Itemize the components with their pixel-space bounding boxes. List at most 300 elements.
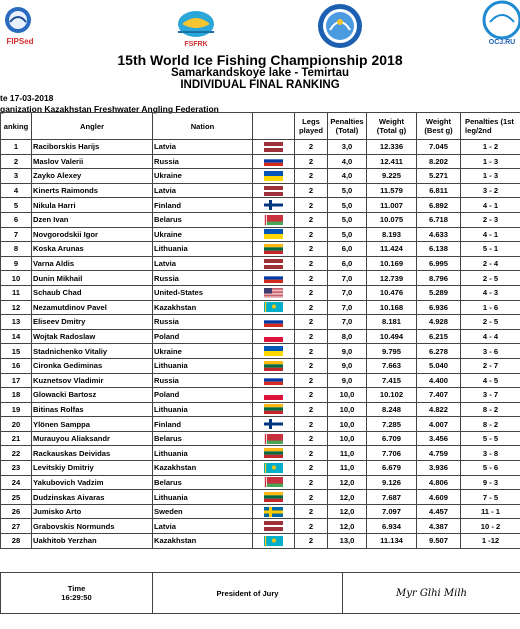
- nation-cell: Ukraine: [153, 169, 253, 184]
- weight-total-cell: 7.285: [367, 417, 417, 432]
- table-row: [1, 271, 520, 286]
- angler-cell: Raciborskis Harijs: [32, 140, 153, 155]
- penalties-cell: 10,0: [328, 388, 367, 403]
- rank-cell: 12: [1, 300, 32, 315]
- angler-cell: Grabovskis Normunds: [32, 519, 153, 534]
- penalties-split-cell: 5 - 6: [461, 461, 520, 476]
- legs-cell: 2: [295, 504, 328, 519]
- table-row: [1, 519, 520, 534]
- weight-best-cell: 4.609: [417, 490, 461, 505]
- angler-cell: Jumisko Arto: [32, 504, 153, 519]
- legs-cell: 2: [295, 315, 328, 330]
- table-row: [1, 534, 520, 549]
- table-row: [1, 169, 520, 184]
- angler-cell: Cironka Gediminas: [32, 358, 153, 373]
- fipsed-logo: [0, 4, 40, 48]
- penalties-split-cell: 2 - 5: [461, 315, 520, 330]
- nation-cell: Latvia: [153, 183, 253, 198]
- legs-cell: 2: [295, 212, 328, 227]
- table-row: [1, 256, 520, 271]
- rank-cell: 16: [1, 358, 32, 373]
- col-nation: Nation: [153, 113, 253, 140]
- weight-best-cell: 3.936: [417, 461, 461, 476]
- flag-cell: [253, 504, 295, 519]
- weight-best-cell: 4.759: [417, 446, 461, 461]
- time-value: 16:29:50: [61, 593, 92, 602]
- weight-total-cell: 9.126: [367, 475, 417, 490]
- nation-cell: Belarus: [153, 212, 253, 227]
- weight-total-cell: 6.709: [367, 431, 417, 446]
- weight-best-cell: 4.400: [417, 373, 461, 388]
- weight-total-cell: 11.579: [367, 183, 417, 198]
- angler-cell: Murauyou Aliaksandr: [32, 431, 153, 446]
- rank-cell: 8: [1, 242, 32, 257]
- fipsed-logo-text: FIPSed: [6, 37, 34, 46]
- penalties-split-cell: 4 - 1: [461, 198, 520, 213]
- angler-cell: Kinerts Raimonds: [32, 183, 153, 198]
- penalties-split-cell: 2 - 5: [461, 271, 520, 286]
- weight-total-cell: 12.739: [367, 271, 417, 286]
- flag-cell: [253, 446, 295, 461]
- table-row: [1, 504, 520, 519]
- penalties-split-cell: 4 - 3: [461, 285, 520, 300]
- flag-cell: [253, 461, 295, 476]
- weight-total-cell: 12.336: [367, 140, 417, 155]
- penalties-cell: 13,0: [328, 534, 367, 549]
- penalties-split-cell: 5 - 1: [461, 242, 520, 257]
- nation-cell: Russia: [153, 373, 253, 388]
- table-row: [1, 329, 520, 344]
- signature-cell: [343, 573, 520, 614]
- weight-best-cell: 6.892: [417, 198, 461, 213]
- legs-cell: 2: [295, 534, 328, 549]
- penalties-split-cell: 1 -12: [461, 534, 520, 549]
- legs-cell: 2: [295, 256, 328, 271]
- rank-cell: 23: [1, 461, 32, 476]
- time-cell: [1, 573, 153, 614]
- angler-cell: Uakhitob Yerzhan: [32, 534, 153, 549]
- rank-cell: 10: [1, 271, 32, 286]
- penalties-split-cell: 2 - 3: [461, 212, 520, 227]
- penalties-split-cell: 11 - 1: [461, 504, 520, 519]
- rank-cell: 1: [1, 140, 32, 155]
- penalties-split-cell: 3 - 7: [461, 388, 520, 403]
- penalties-cell: 5,0: [328, 212, 367, 227]
- president-label: President of Jury: [153, 573, 343, 614]
- legs-cell: 2: [295, 198, 328, 213]
- nation-cell: Lithuania: [153, 446, 253, 461]
- nation-cell: Sweden: [153, 504, 253, 519]
- table-row: [1, 475, 520, 490]
- angler-cell: Dudzinskas Aivaras: [32, 490, 153, 505]
- legs-cell: 2: [295, 169, 328, 184]
- angler-cell: Novgorodskii Igor: [32, 227, 153, 242]
- table-row: [1, 315, 520, 330]
- flag-cell: [253, 358, 295, 373]
- weight-total-cell: 10.169: [367, 256, 417, 271]
- nation-cell: Lithuania: [153, 358, 253, 373]
- nation-cell: Poland: [153, 388, 253, 403]
- angler-cell: Rackauskas Deividas: [32, 446, 153, 461]
- weight-total-cell: 7.663: [367, 358, 417, 373]
- flag-cell: [253, 329, 295, 344]
- penalties-split-cell: 3 - 6: [461, 344, 520, 359]
- table-row: [1, 154, 520, 169]
- latvia-flag-icon: [264, 142, 283, 152]
- penalties-cell: 7,0: [328, 315, 367, 330]
- weight-total-cell: 8.193: [367, 227, 417, 242]
- weight-total-cell: 10.494: [367, 329, 417, 344]
- col-rank: anking: [1, 113, 32, 140]
- belarus-flag-icon: [264, 477, 283, 487]
- ukraine-flag-icon: [264, 346, 283, 356]
- angler-cell: Wojtak Radoslaw: [32, 329, 153, 344]
- nation-cell: Kazakhstan: [153, 534, 253, 549]
- nation-cell: Poland: [153, 329, 253, 344]
- rank-cell: 24: [1, 475, 32, 490]
- weight-total-cell: 6.934: [367, 519, 417, 534]
- rank-cell: 9: [1, 256, 32, 271]
- penalties-split-cell: 3 - 8: [461, 446, 520, 461]
- ranking-table: [0, 112, 520, 549]
- weight-best-cell: 4.387: [417, 519, 461, 534]
- weight-total-cell: 10.102: [367, 388, 417, 403]
- angler-cell: Schaub Chad: [32, 285, 153, 300]
- angler-cell: Nikula Harri: [32, 198, 153, 213]
- legs-cell: 2: [295, 461, 328, 476]
- table-row: [1, 358, 520, 373]
- legs-cell: 2: [295, 154, 328, 169]
- table-row: [1, 183, 520, 198]
- table-row: [1, 431, 520, 446]
- flag-cell: [253, 475, 295, 490]
- angler-cell: Ylönen Samppa: [32, 417, 153, 432]
- col-flag: [253, 113, 295, 140]
- penalties-split-cell: 5 - 5: [461, 431, 520, 446]
- table-row: [1, 300, 520, 315]
- penalties-cell: 10,0: [328, 402, 367, 417]
- flag-cell: [253, 315, 295, 330]
- table-row: [1, 388, 520, 403]
- flag-cell: [253, 490, 295, 505]
- finland-flag-icon: [264, 200, 283, 210]
- penalties-split-cell: 4 - 1: [461, 227, 520, 242]
- weight-best-cell: 4.007: [417, 417, 461, 432]
- weight-total-cell: 7.687: [367, 490, 417, 505]
- nation-cell: Finland: [153, 198, 253, 213]
- signature: Myr Glhi Milh: [396, 587, 467, 599]
- weight-best-cell: 5.271: [417, 169, 461, 184]
- flag-cell: [253, 227, 295, 242]
- flag-cell: [253, 431, 295, 446]
- penalties-cell: 7,0: [328, 271, 367, 286]
- rank-cell: 28: [1, 534, 32, 549]
- legs-cell: 2: [295, 183, 328, 198]
- lithuania-flag-icon: [264, 492, 283, 502]
- organization-line: ganization Kazakhstan Freshwater Angling Federation: [0, 104, 219, 114]
- penalties-split-cell: 10 - 2: [461, 519, 520, 534]
- legs-cell: 2: [295, 285, 328, 300]
- poland-flag-icon: [264, 332, 283, 342]
- legs-cell: 2: [295, 519, 328, 534]
- flag-cell: [253, 417, 295, 432]
- flag-cell: [253, 271, 295, 286]
- angler-cell: Koska Arunas: [32, 242, 153, 257]
- angler-cell: Bitinas Rolfas: [32, 402, 153, 417]
- weight-best-cell: 6.138: [417, 242, 461, 257]
- flag-cell: [253, 388, 295, 403]
- penalties-split-cell: 1 - 2: [461, 140, 520, 155]
- nation-cell: Russia: [153, 154, 253, 169]
- legs-cell: 2: [295, 475, 328, 490]
- angler-cell: Kuznetsov Vladimir: [32, 373, 153, 388]
- table-row: [1, 373, 520, 388]
- rank-cell: 22: [1, 446, 32, 461]
- angler-cell: Levitskiy Dmitriy: [32, 461, 153, 476]
- legs-cell: 2: [295, 227, 328, 242]
- penalties-split-cell: 2 - 4: [461, 256, 520, 271]
- col-weight-total: Weight (Total g): [367, 113, 417, 140]
- legs-cell: 2: [295, 358, 328, 373]
- flag-cell: [253, 534, 295, 549]
- rank-cell: 21: [1, 431, 32, 446]
- russia-flag-icon: [264, 273, 283, 283]
- flag-cell: [253, 169, 295, 184]
- penalties-split-cell: 8 - 2: [461, 402, 520, 417]
- penalties-split-cell: 9 - 3: [461, 475, 520, 490]
- ocl-logo: [480, 0, 520, 48]
- weight-best-cell: 5.289: [417, 285, 461, 300]
- flag-cell: [253, 154, 295, 169]
- nation-cell: Russia: [153, 271, 253, 286]
- table-header-row: [1, 113, 520, 140]
- kazakhstan-flag-icon: [264, 536, 283, 546]
- penalties-cell: 10,0: [328, 417, 367, 432]
- penalties-split-cell: 8 - 2: [461, 417, 520, 432]
- table-row: [1, 212, 520, 227]
- nation-cell: Russia: [153, 315, 253, 330]
- venue-subtitle: Samarkandskoye lake - Temirtau: [170, 67, 350, 79]
- penalties-split-cell: 4 - 5: [461, 373, 520, 388]
- table-row: [1, 490, 520, 505]
- penalties-cell: 12,0: [328, 519, 367, 534]
- flag-cell: [253, 198, 295, 213]
- weight-total-cell: 11.134: [367, 534, 417, 549]
- penalties-cell: 12,0: [328, 475, 367, 490]
- col-penalties-split: Penalties (1st leg/2nd: [461, 113, 520, 140]
- legs-cell: 2: [295, 271, 328, 286]
- angler-cell: Varna Aldis: [32, 256, 153, 271]
- angler-cell: Yakubovich Vadzim: [32, 475, 153, 490]
- table-row: [1, 344, 520, 359]
- weight-total-cell: 7.706: [367, 446, 417, 461]
- penalties-cell: 8,0: [328, 329, 367, 344]
- weight-total-cell: 9.225: [367, 169, 417, 184]
- weight-best-cell: 6.215: [417, 329, 461, 344]
- penalties-split-cell: 3 - 2: [461, 183, 520, 198]
- weight-best-cell: 6.995: [417, 256, 461, 271]
- table-row: [1, 446, 520, 461]
- weight-best-cell: 6.811: [417, 183, 461, 198]
- penalties-split-cell: 1 - 6: [461, 300, 520, 315]
- weight-total-cell: 6.679: [367, 461, 417, 476]
- table-row: [1, 242, 520, 257]
- poland-flag-icon: [264, 390, 283, 400]
- penalties-cell: 7,0: [328, 285, 367, 300]
- col-penalties: Penalties (Total): [328, 113, 367, 140]
- legs-cell: 2: [295, 388, 328, 403]
- penalties-cell: 7,0: [328, 300, 367, 315]
- table-row: [1, 140, 520, 155]
- nation-cell: Belarus: [153, 475, 253, 490]
- legs-cell: 2: [295, 417, 328, 432]
- weight-total-cell: 9.795: [367, 344, 417, 359]
- flag-cell: [253, 242, 295, 257]
- penalties-cell: 12,0: [328, 504, 367, 519]
- rank-cell: 11: [1, 285, 32, 300]
- rank-cell: 13: [1, 315, 32, 330]
- nation-cell: Latvia: [153, 519, 253, 534]
- championship-logo: [316, 2, 364, 50]
- flag-cell: [253, 402, 295, 417]
- nation-cell: Latvia: [153, 140, 253, 155]
- weight-best-cell: 8.796: [417, 271, 461, 286]
- penalties-cell: 4,0: [328, 154, 367, 169]
- flag-cell: [253, 140, 295, 155]
- lithuania-flag-icon: [264, 404, 283, 414]
- time-label: Time: [67, 584, 86, 593]
- rank-cell: 25: [1, 490, 32, 505]
- angler-cell: Glowacki Bartosz: [32, 388, 153, 403]
- rank-cell: 4: [1, 183, 32, 198]
- penalties-cell: 12,0: [328, 490, 367, 505]
- weight-total-cell: 10.168: [367, 300, 417, 315]
- ranking-subtitle: INDIVIDUAL FINAL RANKING: [180, 79, 340, 91]
- kazakhstan-flag-icon: [264, 302, 283, 312]
- russia-flag-icon: [264, 375, 283, 385]
- table-row: [1, 227, 520, 242]
- legs-cell: 2: [295, 373, 328, 388]
- weight-best-cell: 4.806: [417, 475, 461, 490]
- weight-best-cell: 4.457: [417, 504, 461, 519]
- rank-cell: 20: [1, 417, 32, 432]
- legs-cell: 2: [295, 344, 328, 359]
- latvia-flag-icon: [264, 521, 283, 531]
- rank-cell: 14: [1, 329, 32, 344]
- weight-best-cell: 3.456: [417, 431, 461, 446]
- weight-best-cell: 4.928: [417, 315, 461, 330]
- flag-cell: [253, 344, 295, 359]
- table-row: [1, 198, 520, 213]
- penalties-split-cell: 2 - 7: [461, 358, 520, 373]
- legs-cell: 2: [295, 402, 328, 417]
- rank-cell: 3: [1, 169, 32, 184]
- angler-cell: Zayko Alexey: [32, 169, 153, 184]
- table-row: [1, 461, 520, 476]
- legs-cell: 2: [295, 140, 328, 155]
- nation-cell: Latvia: [153, 256, 253, 271]
- weight-best-cell: 5.040: [417, 358, 461, 373]
- nation-cell: Ukraine: [153, 344, 253, 359]
- penalties-cell: 9,0: [328, 358, 367, 373]
- penalties-split-cell: 1 - 3: [461, 169, 520, 184]
- ocl-logo-text: OCJ.RU: [488, 39, 516, 46]
- penalties-cell: 5,0: [328, 227, 367, 242]
- date-line: te 17-03-2018: [0, 93, 54, 103]
- latvia-flag-icon: [264, 259, 283, 269]
- penalties-cell: 11,0: [328, 461, 367, 476]
- rank-cell: 7: [1, 227, 32, 242]
- legs-cell: 2: [295, 329, 328, 344]
- russia-flag-icon: [264, 156, 283, 166]
- penalties-cell: 5,0: [328, 183, 367, 198]
- col-legs: Legs played: [295, 113, 328, 140]
- rank-cell: 2: [1, 154, 32, 169]
- angler-cell: Dzen Ivan: [32, 212, 153, 227]
- weight-total-cell: 12.411: [367, 154, 417, 169]
- finland-flag-icon: [264, 419, 283, 429]
- penalties-split-cell: 4 - 4: [461, 329, 520, 344]
- weight-total-cell: 11.424: [367, 242, 417, 257]
- page-title: 15th World Ice Fishing Championship 2018: [117, 52, 403, 68]
- ranking-body: [1, 140, 520, 549]
- angler-cell: Eliseev Dmitry: [32, 315, 153, 330]
- flag-cell: [253, 212, 295, 227]
- penalties-split-cell: 7 - 5: [461, 490, 520, 505]
- weight-total-cell: 11.007: [367, 198, 417, 213]
- weight-total-cell: 7.415: [367, 373, 417, 388]
- weight-best-cell: 7.407: [417, 388, 461, 403]
- weight-best-cell: 8.202: [417, 154, 461, 169]
- weight-total-cell: 8.248: [367, 402, 417, 417]
- penalties-cell: 9,0: [328, 344, 367, 359]
- weight-best-cell: 4.633: [417, 227, 461, 242]
- nation-cell: Finland: [153, 417, 253, 432]
- legs-cell: 2: [295, 446, 328, 461]
- lithuania-flag-icon: [264, 244, 283, 254]
- legs-cell: 2: [295, 300, 328, 315]
- nation-cell: Kazakhstan: [153, 300, 253, 315]
- kazakhstan-flag-icon: [264, 463, 283, 473]
- weight-total-cell: 8.181: [367, 315, 417, 330]
- nation-cell: Lithuania: [153, 490, 253, 505]
- flag-cell: [253, 183, 295, 198]
- weight-best-cell: 7.045: [417, 140, 461, 155]
- weight-total-cell: 10.075: [367, 212, 417, 227]
- rank-cell: 18: [1, 388, 32, 403]
- russia-flag-icon: [264, 317, 283, 327]
- rank-cell: 15: [1, 344, 32, 359]
- flag-cell: [253, 285, 295, 300]
- rank-cell: 5: [1, 198, 32, 213]
- penalties-cell: 4,0: [328, 169, 367, 184]
- penalties-cell: 6,0: [328, 242, 367, 257]
- penalties-cell: 5,0: [328, 198, 367, 213]
- ukraine-flag-icon: [264, 229, 283, 239]
- table-row: [1, 402, 520, 417]
- nation-cell: Belarus: [153, 431, 253, 446]
- table-row: [1, 285, 520, 300]
- rank-cell: 6: [1, 212, 32, 227]
- legs-cell: 2: [295, 490, 328, 505]
- penalties-cell: 9,0: [328, 373, 367, 388]
- nation-cell: Lithuania: [153, 242, 253, 257]
- flag-cell: [253, 256, 295, 271]
- footer-table: [0, 572, 520, 614]
- nation-cell: Lithuania: [153, 402, 253, 417]
- angler-cell: Maslov Valerii: [32, 154, 153, 169]
- angler-cell: Dunin Mikhail: [32, 271, 153, 286]
